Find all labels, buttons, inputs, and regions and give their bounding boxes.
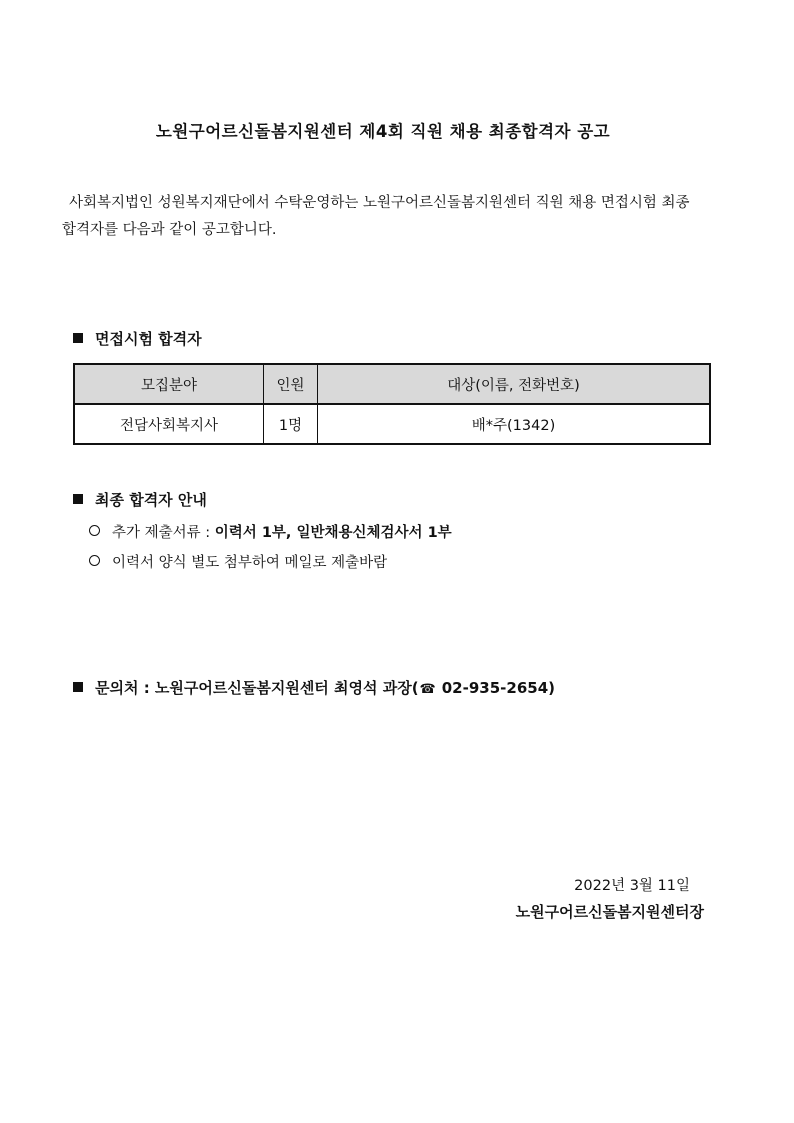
intro-paragraph: [62, 190, 712, 244]
footer-date: 2022년 3월 11일: [574, 878, 690, 894]
square-bullet-icon: [73, 494, 83, 504]
table-header-count: 인원: [264, 364, 318, 404]
guide-item-documents: [89, 521, 452, 542]
section-interview-title: 면접시험 합격자: [95, 330, 202, 348]
guide-item-form: [89, 551, 387, 572]
table-header-field: 모집분야: [74, 364, 264, 404]
section-interview-heading: [73, 328, 202, 349]
table-header-target: 대상(이름, 전화번호): [318, 364, 711, 404]
square-bullet-icon: [73, 333, 83, 343]
guide-item-form-text: 이력서 양식 별도 첨부하여 메일로 제출바람: [112, 555, 388, 571]
section-guide-heading: [73, 489, 207, 510]
document-title: 노원구어르신돌봄지원센터 제4회 직원 채용 최종합격자 공고: [155, 122, 611, 141]
footer-organization: 노원구어르신돌봄지원센터장: [515, 903, 704, 921]
section-guide-title: 최종 합격자 안내: [95, 491, 207, 509]
table-header-row: [74, 364, 710, 404]
guide-item-documents-label: 추가 제출서류 :: [112, 525, 215, 541]
square-bullet-icon: [73, 682, 83, 692]
cell-field: 전담사회복지사: [74, 404, 264, 444]
intro-line-1: 사회복지법인 성원복지재단에서 수탁운영하는 노원구어르신돌봄지원센터 직원 채용 면접시험 최종: [69, 195, 690, 211]
circle-bullet-icon: [89, 555, 100, 566]
interview-result-table: [73, 363, 711, 445]
table-row: [74, 404, 710, 444]
contact-phone: 02-935-2654): [441, 679, 555, 697]
phone-icon: ☎: [419, 682, 436, 697]
section-contact: [73, 677, 555, 698]
contact-prefix: 문의처 : 노원구어르신돌봄지원센터 최영석 과장(: [95, 679, 419, 697]
guide-item-documents-value: 이력서 1부, 일반채용신체검사서 1부: [214, 525, 452, 541]
intro-line-2: 합격자를 다음과 같이 공고합니다.: [62, 222, 277, 238]
cell-count: 1명: [264, 404, 318, 444]
cell-target: 배*주(1342): [318, 404, 711, 444]
circle-bullet-icon: [89, 525, 100, 536]
